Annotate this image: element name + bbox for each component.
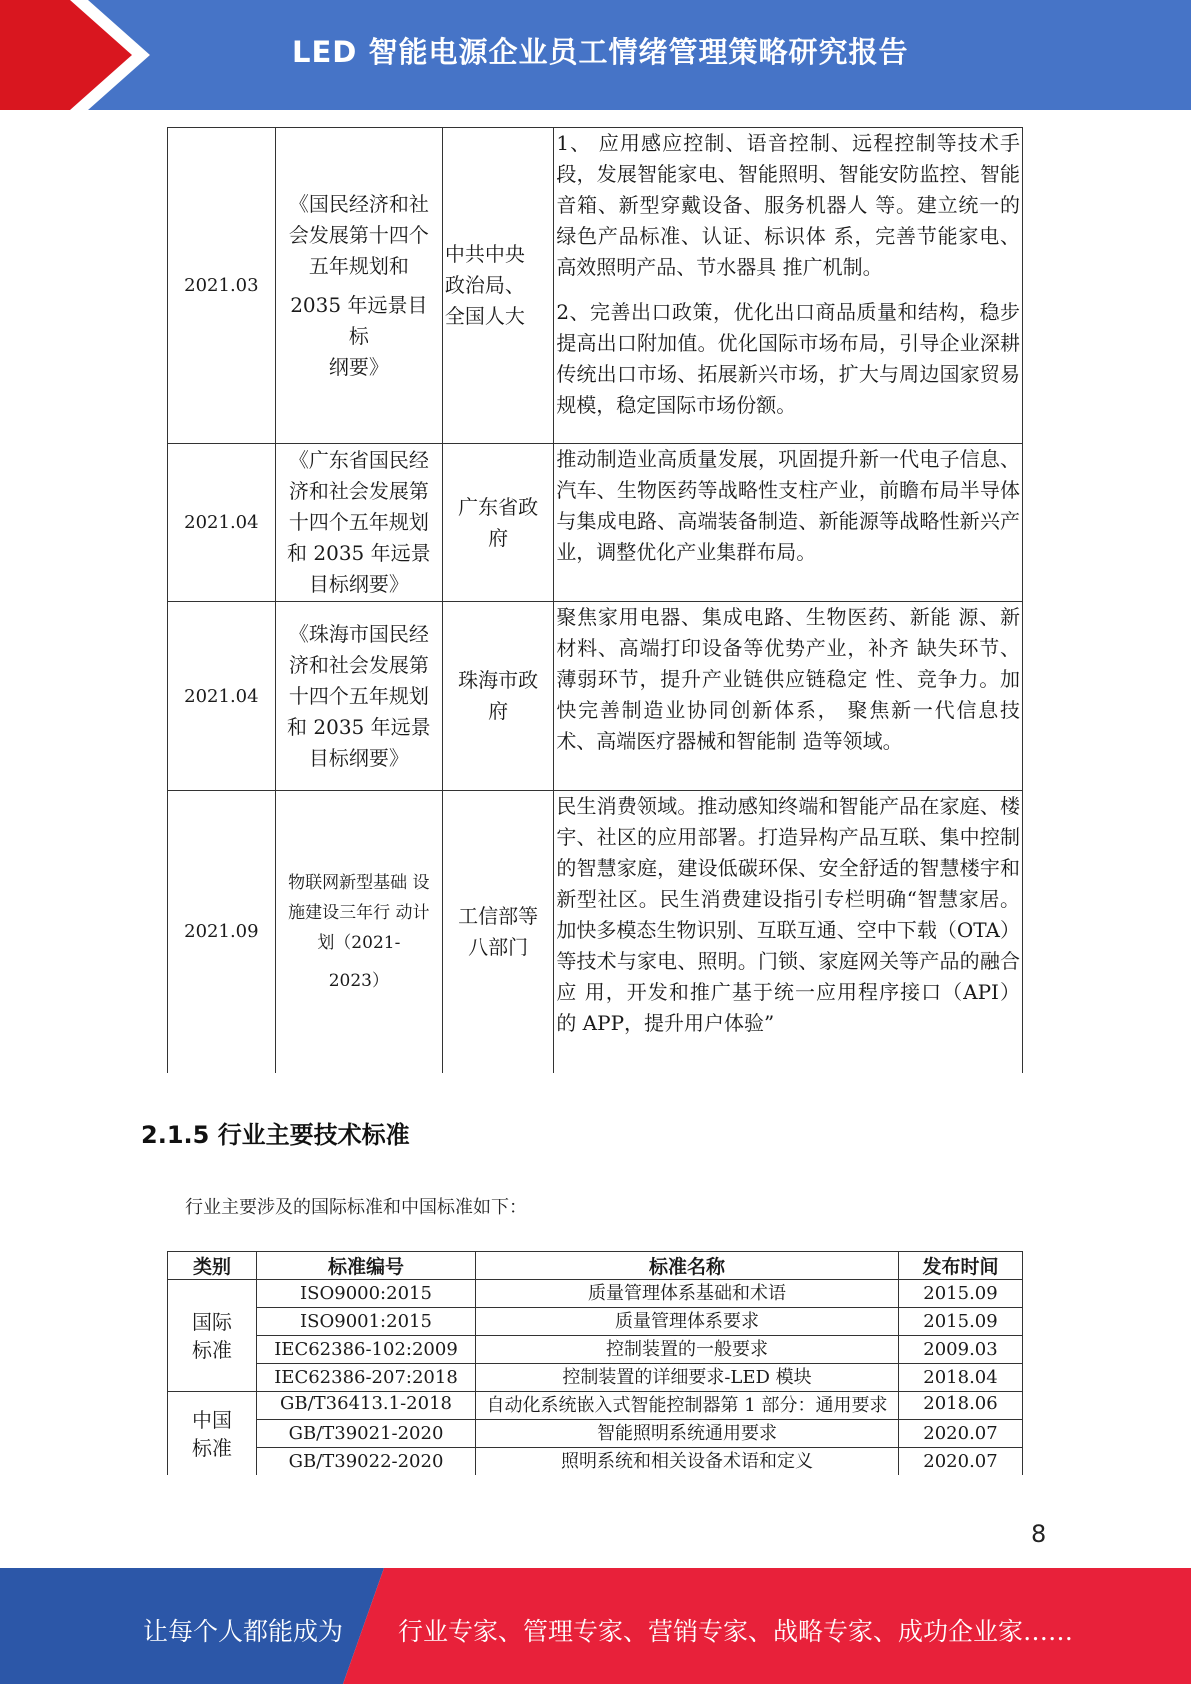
publish-date: 2020.07 xyxy=(899,1448,1023,1476)
policy-table xyxy=(167,127,1023,1073)
footer-slogan-left: 让每个人都能成为 xyxy=(143,1617,344,1646)
policy-date: 2021.03 xyxy=(168,128,276,444)
standard-code: IEC62386-207:2018 xyxy=(257,1364,476,1392)
standard-code: GB/T39021-2020 xyxy=(257,1420,476,1448)
org-line: 广东省政 xyxy=(458,494,539,519)
policy-content xyxy=(554,791,1023,1073)
doc-line: 划（2021- xyxy=(317,932,401,953)
table-row xyxy=(168,1280,1023,1308)
publish-date: 2018.04 xyxy=(899,1364,1023,1392)
doc-line: 纲要》 xyxy=(328,354,389,379)
page-header xyxy=(0,0,1191,110)
doc-line: 十四个五年规划 xyxy=(288,510,429,534)
doc-line: 和 2035 年远景 xyxy=(287,541,431,565)
standard-code: ISO9000:2015 xyxy=(257,1280,476,1308)
category-line: 标准 xyxy=(192,1337,232,1362)
policy-document xyxy=(275,791,442,1073)
header-red-chevron xyxy=(0,0,150,110)
doc-line: 会发展第十四个 xyxy=(288,222,429,247)
standard-name: 质量管理体系基础和术语 xyxy=(476,1280,899,1308)
content-paragraph: 1、 应用感应控制、语音控制、远程控制等技术手段，发展智能家电、智能照明、智能安防监控、智能音箱、新型穿戴设备、服务机器人 等。建立统一的绿色产品标准、认证、标识体 系，完善节能家电、高效照明产品、节水器具 推广机制。 xyxy=(556,131,1020,279)
standard-code: ISO9001:2015 xyxy=(257,1308,476,1336)
standard-name: 控制装置的详细要求-LED 模块 xyxy=(476,1364,899,1392)
publish-date: 2015.09 xyxy=(899,1308,1023,1336)
table-row xyxy=(168,1308,1023,1336)
doc-line: 《国民经济和社 xyxy=(288,191,429,216)
page-footer xyxy=(0,1568,1191,1684)
column-header: 发布时间 xyxy=(899,1252,1023,1280)
table-row xyxy=(168,1364,1023,1392)
policy-content xyxy=(554,444,1023,602)
doc-line: 目标纲要》 xyxy=(308,572,409,596)
category-cell xyxy=(168,1392,257,1476)
publish-date: 2018.06 xyxy=(899,1392,1023,1420)
table-row xyxy=(168,128,1023,444)
org-line: 珠海市政 xyxy=(458,668,539,692)
doc-line: 济和社会发展第 xyxy=(288,479,429,503)
column-header: 标准编号 xyxy=(257,1252,476,1280)
policy-issuer xyxy=(442,791,553,1073)
org-line: 全国人大 xyxy=(444,304,525,328)
standard-name: 照明系统和相关设备术语和定义 xyxy=(476,1448,899,1476)
org-line: 府 xyxy=(488,699,509,723)
content-paragraph: 2、完善出口政策，优化出口商品质量和结构，稳步提高出口附加值。优化国际市场布局，引导企业深耕传统出口市场、拓展新兴市场，扩大与周边国家贸易规模，稳定国际市场份额。 xyxy=(556,300,1020,417)
policy-document xyxy=(275,128,442,444)
table-header-row xyxy=(168,1252,1023,1280)
doc-line: 目标纲要》 xyxy=(308,745,409,770)
category-line: 标准 xyxy=(192,1435,232,1460)
standard-code: GB/T39022-2020 xyxy=(257,1448,476,1476)
standard-name: 自动化系统嵌入式智能控制器第 1 部分：通用要求 xyxy=(476,1392,899,1420)
publish-date: 2009.03 xyxy=(899,1336,1023,1364)
policy-date: 2021.04 xyxy=(168,602,276,791)
intro-text: 行业主要涉及的国际标准和中国标准如下： xyxy=(185,1197,527,1218)
doc-line: 物联网新型基础 设 xyxy=(288,872,430,893)
standards-table xyxy=(167,1251,1023,1475)
standard-name: 质量管理体系要求 xyxy=(476,1308,899,1336)
org-line: 政治局、 xyxy=(444,273,525,297)
doc-line: 《广东省国民经 xyxy=(288,448,429,472)
org-line: 八部门 xyxy=(468,934,529,959)
standard-code: GB/T36413.1-2018 xyxy=(257,1392,476,1420)
doc-line: 施建设三年行 动计 xyxy=(288,902,430,923)
page-number: 8 xyxy=(1031,1520,1047,1548)
doc-line: 2023） xyxy=(328,970,389,991)
doc-line: 济和社会发展第 xyxy=(288,652,429,677)
column-header: 标准名称 xyxy=(476,1252,899,1280)
table-row xyxy=(168,1448,1023,1476)
table-row xyxy=(168,1336,1023,1364)
policy-document xyxy=(275,444,442,602)
policy-date: 2021.09 xyxy=(168,791,276,1073)
category-line: 中国 xyxy=(192,1407,232,1432)
org-line: 府 xyxy=(488,525,509,550)
policy-document xyxy=(275,602,442,791)
publish-date: 2015.09 xyxy=(899,1280,1023,1308)
doc-line: 2035 年远景目 标 xyxy=(290,292,428,348)
content-paragraph: 推动制造业高质量发展，巩固提升新一代电子信息、汽车、生物医药等战略性支柱产业，前瞻布局半导体与集成电路、高端装备制造、新能源等战略性新兴产业，调整优化产业集群布局。 xyxy=(556,447,1020,564)
table-row xyxy=(168,791,1023,1073)
doc-line: 五年规划和 xyxy=(308,253,409,278)
doc-line: 十四个五年规划 xyxy=(288,683,429,708)
policy-date: 2021.04 xyxy=(168,444,276,602)
org-line: 工信部等 xyxy=(458,903,539,928)
content-paragraph: 聚焦家用电器、集成电路、生物医药、新能 源、新材料、高端打印设备等优势产业，补齐 缺失环节、薄弱环节，提升产业链供应链稳定 性、竞争力。加快完善制造业协同创新体系， 聚焦新一代信息技术、高端医疗器械和智能制 造等领域。 xyxy=(556,605,1020,753)
org-line: 中共中央 xyxy=(444,242,525,266)
category-cell xyxy=(168,1280,257,1392)
table-row xyxy=(168,1420,1023,1448)
table-row xyxy=(168,602,1023,791)
publish-date: 2020.07 xyxy=(899,1420,1023,1448)
table-row xyxy=(168,444,1023,602)
column-header: 类别 xyxy=(168,1252,257,1280)
standard-name: 控制装置的一般要求 xyxy=(476,1336,899,1364)
category-line: 国际 xyxy=(192,1309,232,1334)
section-heading: 2.1.5 行业主要技术标准 xyxy=(141,1121,410,1149)
doc-line: 和 2035 年远景 xyxy=(287,714,431,739)
report-title: LED 智能电源企业员工情绪管理策略研究报告 xyxy=(292,35,909,69)
standard-code: IEC62386-102:2009 xyxy=(257,1336,476,1364)
footer-slogan-right: 行业专家、管理专家、营销专家、战略专家、成功企业家…… xyxy=(398,1617,1074,1646)
standard-name: 智能照明系统通用要求 xyxy=(476,1420,899,1448)
content-paragraph: 民生消费领域。推动感知终端和智能产品在家庭、楼宇、社区的应用部署。打造异构产品互联、集中控制的智慧家庭，建设低碳环保、安全舒适的智慧楼宇和新型社区。民生消费建设指引专栏明确“智慧家居。加快多模态生物识别、互联互通、空中下载（OTA）等技术与家电、照明。门锁、家庭网关等产品的融合应 用，开发和推广基于统一应用程序接口（API） 的 APP，提升用户体验” xyxy=(556,794,1020,1035)
policy-issuer xyxy=(442,128,553,444)
doc-line: 《珠海市国民经 xyxy=(288,621,429,646)
policy-content xyxy=(554,602,1023,791)
table-row xyxy=(168,1392,1023,1420)
policy-issuer xyxy=(442,444,553,602)
policy-issuer xyxy=(442,602,553,791)
policy-content xyxy=(554,128,1023,444)
